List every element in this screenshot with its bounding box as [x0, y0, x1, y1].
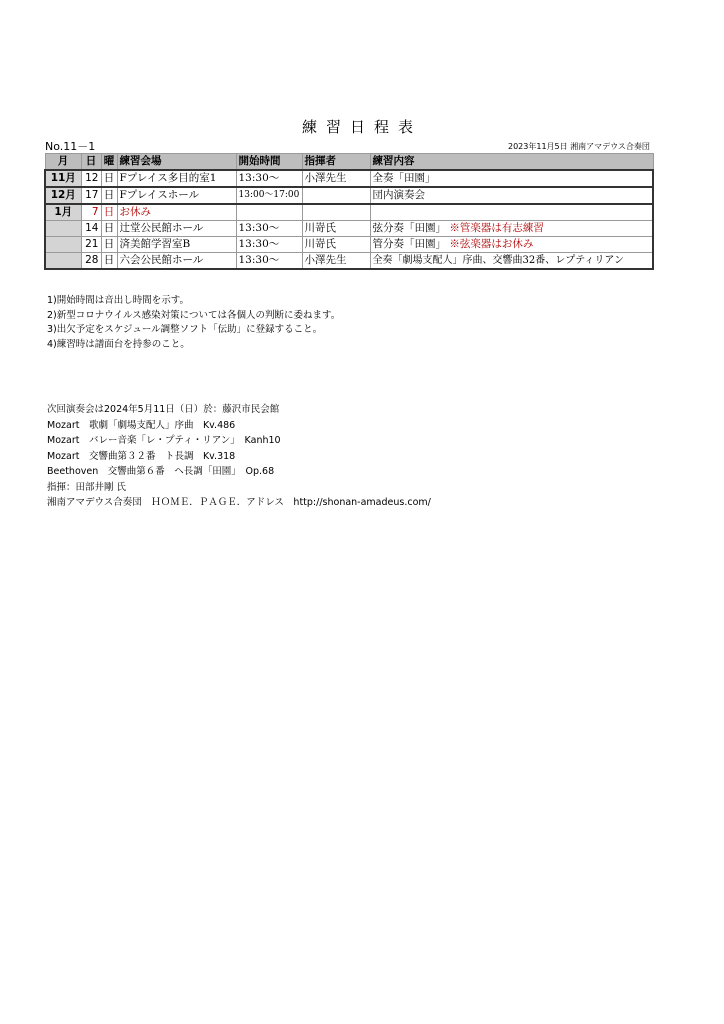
cell-time: 13:30～ — [236, 170, 302, 187]
cell-day: 21 — [81, 237, 101, 253]
cell-month — [45, 253, 81, 270]
schedule-table — [44, 153, 654, 270]
header-month: 月 — [45, 154, 81, 171]
cell-time: 13:30～ — [236, 221, 302, 237]
table-row — [45, 237, 653, 253]
content-text: 全奏「田園」 — [372, 172, 436, 184]
cell-time: 13:30～ — [236, 253, 302, 270]
cell-conductor: 小澤先生 — [302, 170, 370, 187]
cell-content — [370, 237, 653, 253]
cell-venue: 済美館学習室B — [117, 237, 236, 253]
content-text: 弦分奏「田園」 — [372, 222, 446, 234]
cell-venue: 辻堂公民館ホール — [117, 221, 236, 237]
cell-venue: Fプレイス多目的室1 — [117, 170, 236, 187]
cell-weekday: 日 — [101, 170, 117, 187]
cell-weekday: 日 — [101, 237, 117, 253]
cell-venue: Fプレイスホール — [117, 187, 236, 204]
table-row — [45, 253, 653, 270]
page-title: 練習日程表 — [301, 118, 422, 136]
cell-content — [370, 187, 653, 204]
table-header-row — [45, 154, 653, 171]
cell-month: 12月 — [45, 187, 81, 204]
cell-conductor: 小澤先生 — [302, 253, 370, 270]
cell-weekday: 日 — [101, 253, 117, 270]
note-item: 3)出欠予定をスケジュール調整ソフト「伝助」に登録すること。 — [47, 324, 323, 335]
date-and-organization: 2023年11月5日 湘南アマデウス合奏団 — [508, 142, 650, 151]
concert-conductor: 指揮：田部井剛 氏 — [47, 481, 127, 493]
concert-date-venue: 次回演奏会は2024年5月11日（日）於：藤沢市民会館 — [47, 404, 280, 415]
homepage-address: 湘南アマデウス合奏団 ＨＯＭＥ．ＰＡＧＥ．アドレス http://shonan-amadeus.com/ — [47, 497, 431, 508]
header-time: 開始時間 — [236, 154, 302, 171]
cell-weekday: 日 — [101, 204, 117, 221]
content-note: ※管楽器は有志練習 — [449, 222, 544, 234]
cell-time: 13:00～17:00 — [236, 187, 302, 204]
concert-info — [47, 402, 431, 511]
cell-day: 12 — [81, 170, 101, 187]
header-day: 日 — [81, 154, 101, 171]
cell-venue: 六会公民館ホール — [117, 253, 236, 270]
header-weekday: 曜 — [101, 154, 117, 171]
cell-conductor: 川嵜氏 — [302, 221, 370, 237]
cell-weekday: 日 — [101, 221, 117, 237]
cell-conductor — [302, 187, 370, 204]
content-text: 団内演奏会 — [372, 189, 425, 201]
cell-day: 7 — [81, 204, 101, 221]
document-number: No.11－1 — [45, 140, 96, 153]
header-conductor: 指揮者 — [302, 154, 370, 171]
cell-conductor: 川嵜氏 — [302, 237, 370, 253]
notes-list — [47, 294, 340, 352]
cell-day: 14 — [81, 221, 101, 237]
note-item: 1)開始時間は音出し時間を示す。 — [47, 295, 189, 306]
cell-month — [45, 237, 81, 253]
cell-time: 13:30～ — [236, 237, 302, 253]
cell-day: 28 — [81, 253, 101, 270]
cell-content — [370, 253, 653, 270]
cell-month: 1月 — [45, 204, 81, 221]
cell-time — [236, 204, 302, 221]
cell-weekday: 日 — [101, 187, 117, 204]
header-content: 練習内容 — [370, 154, 653, 171]
header-venue: 練習会場 — [117, 154, 236, 171]
cell-day: 17 — [81, 187, 101, 204]
table-row — [45, 187, 653, 204]
cell-month — [45, 221, 81, 237]
cell-content — [370, 204, 653, 221]
table-row — [45, 204, 653, 221]
content-text: 全奏「劇場支配人」序曲、交響曲32番、レプティリアン — [372, 255, 625, 266]
content-note: ※弦楽器はお休み — [449, 238, 534, 250]
program-item: Mozart バレー音楽「レ・プティ・リアン」 Kanh10 — [47, 435, 281, 446]
cell-venue: お休み — [117, 204, 236, 221]
note-item: 2)新型コロナウイルス感染対策については各個人の判断に委ねます。 — [47, 309, 341, 321]
program-item: Mozart 歌劇「劇場支配人」序曲 Kv.486 — [47, 419, 236, 431]
cell-month: 11月 — [45, 170, 81, 187]
table-row — [45, 170, 653, 187]
program-item: Mozart 交響曲第３２番 ト長調 Kv.318 — [47, 450, 236, 462]
program-item: Beethoven 交響曲第６番 ヘ長調「田園」 Op.68 — [47, 466, 275, 477]
cell-content — [370, 170, 653, 187]
table-row — [45, 221, 653, 237]
cell-conductor — [302, 204, 370, 221]
note-item: 4)練習時は譜面台を持参のこと。 — [47, 338, 190, 350]
cell-content — [370, 221, 653, 237]
content-text: 管分奏「田園」 — [372, 238, 446, 250]
